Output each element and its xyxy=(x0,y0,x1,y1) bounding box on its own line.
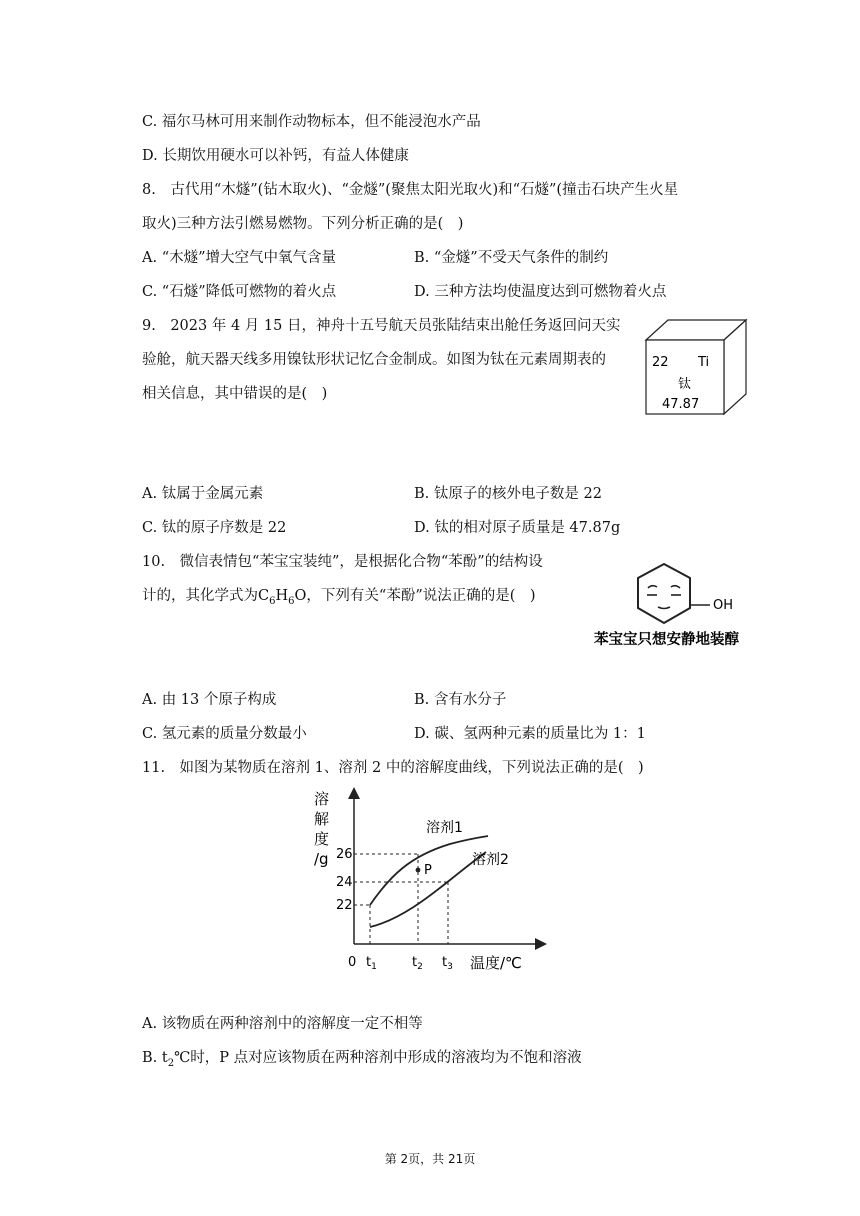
point-p xyxy=(416,868,421,873)
option-c-prev: C. 福尔马林可用来制作动物标本，但不能浸泡水产品 xyxy=(142,114,481,130)
q9-stem-line2: 验舱，航天器天线多用镍钛形状记忆合金制成。如图为钛在元素周期表的 xyxy=(142,352,606,368)
formula-h: H xyxy=(275,588,289,604)
right-eyebrow-icon xyxy=(671,586,680,588)
element-name: 钛 xyxy=(678,377,692,392)
point-p-label: P xyxy=(424,863,432,878)
x-tick-t2: $t_2$ xyxy=(412,955,423,972)
q11-option-b-sub: 2 xyxy=(167,1057,175,1069)
element-tile-titanium xyxy=(640,318,750,416)
y-tick-24: 24 xyxy=(336,875,353,890)
q9-stem-line1: 9. 2023 年 4 月 15 日，神舟十五号航天员张陆结束出舱任务返回问天实 xyxy=(142,318,621,334)
q8-stem-line1: 8. 古代用“木燧”(钻木取火)、“金燧”(聚焦太阳光取火)和“石燧”(撞击石块产生火星 xyxy=(142,182,679,198)
formula-h-sub: 6 xyxy=(288,595,295,607)
left-eyebrow-icon xyxy=(648,586,657,588)
atomic-number: 22 xyxy=(652,355,669,370)
formula-c-sub: 6 xyxy=(269,595,276,607)
q10-option-a: A. 由 13 个原子构成 xyxy=(142,692,277,708)
q9-option-d: D. 钛的相对原子质量是 47.87g xyxy=(414,520,621,536)
series-solvent1-label: 溶剂1 xyxy=(426,820,463,836)
y-axis-label: 溶解度/g xyxy=(314,790,330,868)
q9-stem-line3: 相关信息，其中错误的是( ) xyxy=(142,386,328,402)
q10-stem-line1: 10. 微信表情包“苯宝宝装纯”，是根据化合物“苯酚”的结构设 xyxy=(142,554,543,570)
option-d-prev: D. 长期饮用硬水可以补钙，有益人体健康 xyxy=(142,148,409,164)
q8-option-b: B. “金燧”不受天气条件的制约 xyxy=(414,250,609,266)
series-solvent2-label: 溶剂2 xyxy=(472,852,509,868)
q11-option-a: A. 该物质在两种溶剂中的溶解度一定不相等 xyxy=(142,1016,423,1032)
formula-o: O xyxy=(294,588,307,604)
smile-icon xyxy=(658,607,670,609)
q11-stem-line1: 11. 如图为某物质在溶剂 1、溶剂 2 中的溶解度曲线，下列说法正确的是( ) xyxy=(142,760,644,776)
q9-option-a: A. 钛属于金属元素 xyxy=(142,486,264,502)
solubility-chart xyxy=(300,784,560,976)
q9-option-b: B. 钛原子的核外电子数是 22 xyxy=(414,486,602,502)
dashed-guides xyxy=(354,854,448,944)
page-footer: 第 2页，共 21页 xyxy=(384,1152,476,1166)
q8-option-a: A. “木燧”增大空气中氧气含量 xyxy=(142,250,337,266)
meme-caption: 苯宝宝只想安静地装醇 xyxy=(594,632,739,648)
q10-stem-line2-pre: 计的，其化学式为 xyxy=(142,588,258,604)
y-tick-26: 26 xyxy=(336,847,353,862)
q9-option-c: C. 钛的原子序数是 22 xyxy=(142,520,287,536)
atomic-mass: 47.87 xyxy=(662,397,700,412)
q11-option-b-pre: B. t xyxy=(142,1050,168,1066)
origin-label: 0 xyxy=(348,955,357,970)
q11-option-b-post: ℃时，P 点对应该物质在两种溶剂中形成的溶液均为不饱和溶液 xyxy=(174,1050,582,1066)
q8-option-d: D. 三种方法均使温度达到可燃物着火点 xyxy=(414,284,667,300)
oh-label: OH xyxy=(713,598,734,613)
x-tick-t1: $t_1$ xyxy=(366,955,377,972)
y-tick-22: 22 xyxy=(336,898,353,913)
chemical-formula xyxy=(258,588,307,607)
q11-option-b xyxy=(142,1048,582,1074)
benzene-ring-icon xyxy=(638,564,690,623)
x-tick-t3: $t_3$ xyxy=(442,955,453,972)
q8-option-c: C. “石燧”降低可燃物的着火点 xyxy=(142,284,337,300)
x-axis-label: 温度/℃ xyxy=(470,954,522,972)
q10-option-b: B. 含有水分子 xyxy=(414,692,507,708)
q10-option-d: D. 碳、氢两种元素的质量比为 1：1 xyxy=(414,726,646,742)
element-symbol: Ti xyxy=(698,355,710,370)
q10-stem-line2 xyxy=(142,586,536,612)
q10-option-c: C. 氢元素的质量分数最小 xyxy=(142,726,307,742)
formula-c: C xyxy=(258,588,270,604)
q10-stem-line2-post: ，下列有关“苯酚”说法正确的是( ) xyxy=(306,588,536,604)
phenol-meme-figure xyxy=(592,558,762,654)
q8-stem-line2: 取火)三种方法引燃易燃物。下列分析正确的是( ) xyxy=(142,216,464,232)
